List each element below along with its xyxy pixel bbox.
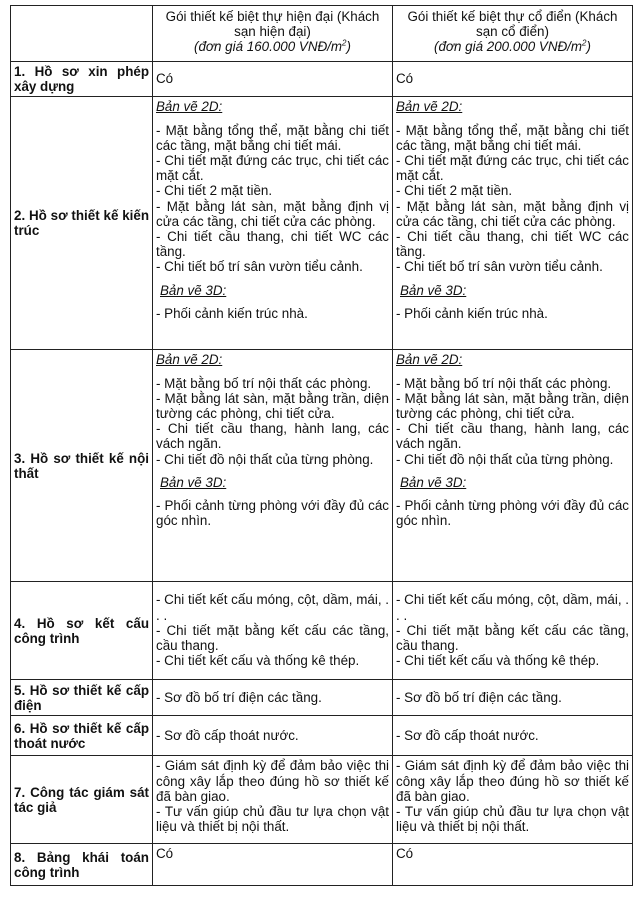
modern-package-price: (đơn giá 160.000 VNĐ/$m^2$) <box>194 38 351 54</box>
design-package-table <box>10 5 633 886</box>
list-item: - Chi tiết bố trí sân vườn tiểu cảnh. <box>156 259 363 275</box>
sub-heading-3d: Bản vẽ 3D: <box>400 282 467 298</box>
classic-cell: Có <box>393 844 633 886</box>
modern-cell: Có <box>153 844 393 886</box>
classic-cell <box>393 582 633 680</box>
list-item: - Phối cảnh từng phòng với đầy đủ các góc nhìn. <box>156 498 389 529</box>
list-item: - Phối cảnh kiến trúc nhà. <box>396 305 548 321</box>
sub-heading-2d: Bản vẽ 2D: <box>396 352 463 368</box>
header-modern-package <box>153 6 393 62</box>
list-item: - Chi tiết cầu thang, chi tiết WC các tầng. <box>156 229 389 260</box>
classic-package-price: (đơn giá 200.000 VNĐ/$m^2$) <box>434 38 591 54</box>
list-item: - Chi tiết đồ nội thất của từng phòng. <box>396 451 614 467</box>
table-row <box>11 62 633 97</box>
list-item: - Chi tiết kết cấu móng, cột, dầm, mái, . . . <box>396 592 629 623</box>
table-row <box>11 97 633 350</box>
modern-cell <box>153 756 393 844</box>
table-row <box>11 716 633 756</box>
sub-heading-2d: Bản vẽ 2D: <box>396 99 463 115</box>
list-item: - Tư vấn giúp chủ đầu tư lựa chọn vật liệu và thiết bị nội thất. <box>396 804 629 835</box>
row-label: 1. Hồ sơ xin phép xây dựng <box>11 62 153 97</box>
row-label: 6. Hồ sơ thiết kế cấp thoát nước <box>11 716 153 756</box>
modern-package-title: Gói thiết kế biệt thự hiện đại (Khách sạn hiện đại) <box>165 9 380 39</box>
modern-cell <box>153 582 393 680</box>
row-label: 2. Hồ sơ thiết kế kiến trúc <box>11 97 153 350</box>
table-row <box>11 582 633 680</box>
list-item: - Chi tiết kết cấu và thống kê thép. <box>156 653 360 669</box>
table-row <box>11 756 633 844</box>
list-item: - Chi tiết cầu thang, hành lang, các vách ngăn. <box>396 421 629 452</box>
classic-cell: Có <box>393 62 633 97</box>
modern-cell <box>153 97 393 350</box>
list-item: - Tư vấn giúp chủ đầu tư lựa chọn vật liệu và thiết bị nội thất. <box>156 804 389 835</box>
classic-cell <box>393 756 633 844</box>
list-item: - Mặt bằng lát sàn, mặt bằng trần, diện tường các phòng, chi tiết cửa. <box>156 390 389 422</box>
list-item: - Mặt bằng lát sàn, mặt bằng trần, diện tường các phòng, chi tiết cửa. <box>396 390 629 422</box>
classic-cell <box>393 97 633 350</box>
table-row <box>11 844 633 886</box>
list-item: - Chi tiết 2 mặt tiền. <box>396 183 513 199</box>
list-item: - Chi tiết mặt bằng kết cấu các tầng, cầu thang. <box>156 622 389 653</box>
sub-heading-3d: Bản vẽ 3D: <box>160 474 227 490</box>
header-classic-package <box>393 6 633 62</box>
list-item: - Phối cảnh từng phòng với đầy đủ các góc nhìn. <box>396 498 629 529</box>
list-item: - Chi tiết mặt bằng kết cấu các tầng, cầu thang. <box>396 622 629 653</box>
list-item: - Chi tiết 2 mặt tiền. <box>156 183 273 199</box>
list-item: - Giám sát định kỳ để đảm bảo việc thi công xây lắp theo đúng hồ sơ thiết kế đã bàn giao. <box>156 758 389 804</box>
list-item: - Mặt bằng bố trí nội thất các phòng. <box>156 375 372 391</box>
header-row <box>11 6 633 62</box>
table-row <box>11 680 633 716</box>
sub-heading-2d: Bản vẽ 2D: <box>156 352 223 368</box>
list-item: - Chi tiết mặt đứng các trục, chi tiết các mặt cắt. <box>156 153 389 184</box>
classic-cell: - Sơ đồ bố trí điện các tầng. <box>393 680 633 716</box>
list-item: - Chi tiết đồ nội thất của từng phòng. <box>156 451 374 467</box>
row-label: 5. Hồ sơ thiết kế cấp điện <box>11 680 153 716</box>
table-row <box>11 350 633 582</box>
list-item: - Mặt bằng tổng thể, mặt bằng chi tiết các tầng, mặt bằng chi tiết mái. <box>156 122 389 153</box>
list-item: - Phối cảnh kiến trúc nhà. <box>156 305 308 321</box>
list-item: - Chi tiết kết cấu móng, cột, dầm, mái, . . . <box>156 592 389 623</box>
modern-cell: - Sơ đồ cấp thoát nước. <box>153 716 393 756</box>
list-item: - Mặt bằng bố trí nội thất các phòng. <box>396 375 612 391</box>
row-label: 8. Bảng khái toán công trình <box>11 844 153 886</box>
modern-cell: - Sơ đồ bố trí điện các tầng. <box>153 680 393 716</box>
list-item: - Giám sát định kỳ để đảm bảo việc thi công xây lắp theo đúng hồ sơ thiết kế đã bàn giao. <box>396 758 629 804</box>
sub-heading-3d: Bản vẽ 3D: <box>160 282 227 298</box>
sub-heading-2d: Bản vẽ 2D: <box>156 99 223 115</box>
header-blank-cell <box>11 6 153 62</box>
list-item: - Mặt bằng lát sàn, mặt bằng định vị cửa các tầng, chi tiết cửa các phòng. <box>396 198 629 229</box>
sub-heading-3d: Bản vẽ 3D: <box>400 474 467 490</box>
row-label: 7. Công tác giám sát tác giả <box>11 756 153 844</box>
modern-cell <box>153 350 393 582</box>
list-item: - Mặt bằng tổng thể, mặt bằng chi tiết các tầng, mặt bằng chi tiết mái. <box>396 122 629 153</box>
row-label: 4. Hồ sơ kết cấu công trình <box>11 582 153 680</box>
classic-cell: - Sơ đồ cấp thoát nước. <box>393 716 633 756</box>
list-item: - Chi tiết bố trí sân vườn tiểu cảnh. <box>396 259 603 275</box>
list-item: - Chi tiết mặt đứng các trục, chi tiết các mặt cắt. <box>396 153 629 184</box>
list-item: - Chi tiết cầu thang, chi tiết WC các tầng. <box>396 229 629 260</box>
classic-package-title: Gói thiết kế biệt thự cổ điển (Khách sạn cổ điển) <box>407 9 618 39</box>
list-item: - Chi tiết cầu thang, hành lang, các vách ngăn. <box>156 421 389 452</box>
modern-cell: Có <box>153 62 393 97</box>
list-item: - Chi tiết kết cấu và thống kê thép. <box>396 653 600 669</box>
classic-cell <box>393 350 633 582</box>
list-item: - Mặt bằng lát sàn, mặt bằng định vị cửa các tầng, chi tiết cửa các phòng. <box>156 198 389 229</box>
row-label: 3. Hồ sơ thiết kế nội thất <box>11 350 153 582</box>
